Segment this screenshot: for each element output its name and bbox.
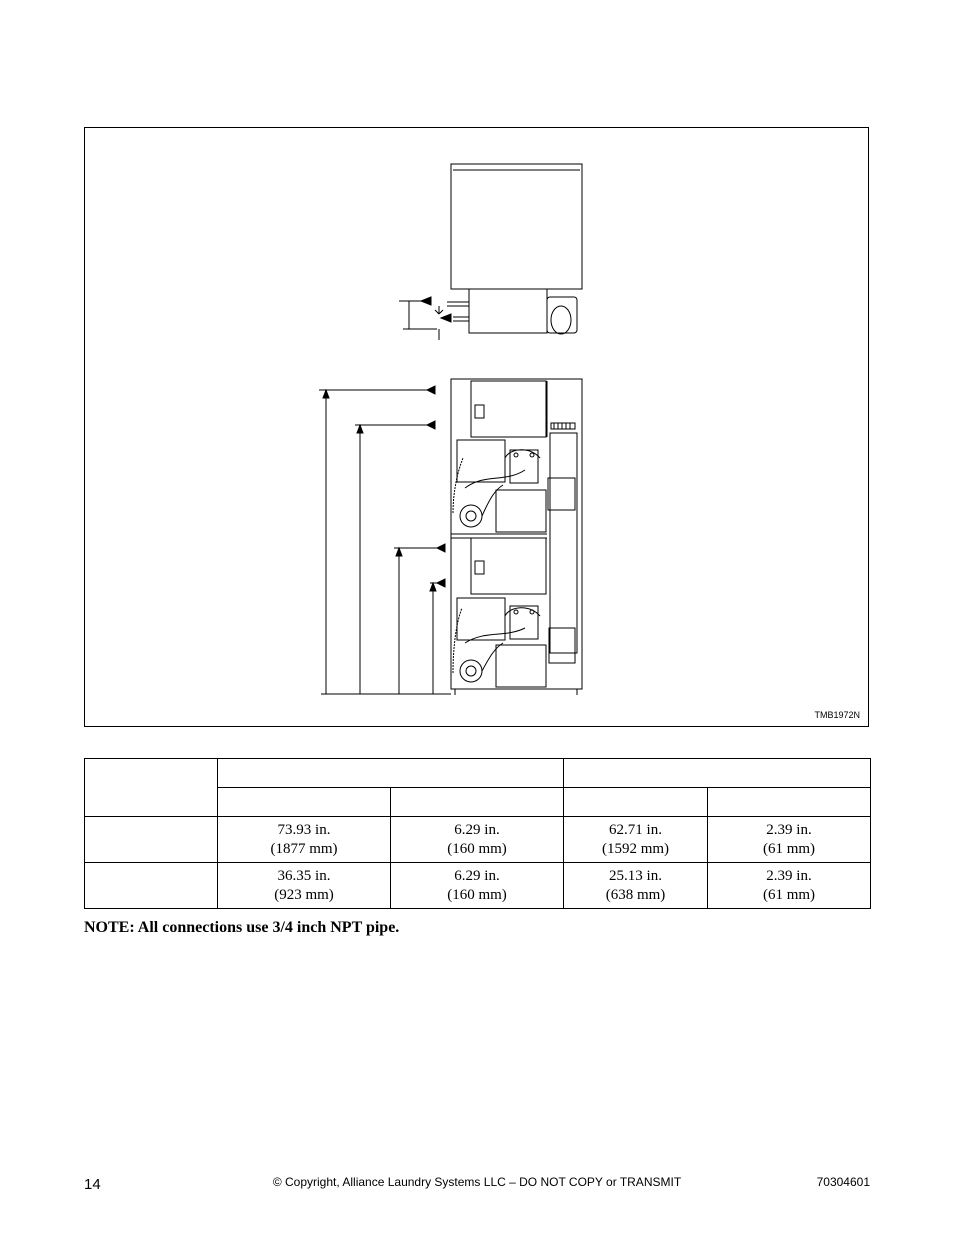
table-subheader-cell — [391, 788, 564, 817]
value-mm: (638 mm) — [605, 886, 666, 903]
top-view — [399, 164, 582, 340]
document-number: 70304601 — [816, 1175, 870, 1189]
table-cell — [391, 863, 564, 909]
dryer-dimension-diagram — [85, 128, 870, 728]
value-mm: (160 mm) — [447, 886, 507, 903]
table-subheader-cell — [564, 788, 708, 817]
table-cell — [708, 817, 871, 863]
figure-code: TMB1972N — [814, 710, 860, 720]
table-subheader-cell — [708, 788, 871, 817]
pipe-note: NOTE: All connections use 3/4 inch NPT pipe. — [84, 919, 400, 936]
table-cell — [564, 817, 708, 863]
value-mm: (61 mm) — [762, 886, 816, 903]
value-inches: 73.93 in. — [277, 821, 331, 838]
table-header-cell — [85, 759, 218, 817]
table-header-cell — [218, 759, 564, 788]
table-cell — [218, 863, 391, 909]
value-inches: 25.13 in. — [609, 867, 662, 884]
figure-frame — [84, 127, 869, 727]
value-inches: 2.39 in. — [766, 821, 812, 838]
table-row — [85, 817, 871, 863]
value-mm: (61 mm) — [762, 840, 816, 857]
page-footer — [84, 1174, 870, 1194]
copyright-notice: © Copyright, Alliance Laundry Systems LLC – DO NOT COPY or TRANSMIT — [272, 1175, 682, 1189]
front-view — [451, 379, 582, 695]
value-inches: 6.29 in. — [454, 867, 500, 884]
table-cell — [564, 863, 708, 909]
table-cell — [708, 863, 871, 909]
table-cell — [391, 817, 564, 863]
table-cell — [218, 817, 391, 863]
value-inches: 62.71 in. — [609, 821, 662, 838]
value-inches: 6.29 in. — [454, 821, 500, 838]
table-header-row — [85, 759, 871, 788]
value-mm: (1592 mm) — [601, 840, 670, 857]
value-mm: (923 mm) — [274, 886, 334, 903]
value-inches: 2.39 in. — [766, 867, 812, 884]
value-mm: (160 mm) — [447, 840, 507, 857]
table-row — [85, 863, 871, 909]
table-header-cell — [564, 759, 871, 788]
dimensions-table — [84, 758, 871, 909]
value-inches: 36.35 in. — [277, 867, 331, 884]
dimension-lines — [319, 386, 451, 694]
value-mm: (1877 mm) — [270, 840, 338, 857]
row-label-cell — [85, 863, 218, 909]
table-subheader-cell — [218, 788, 391, 817]
page-number: 14 — [84, 1176, 101, 1193]
row-label-cell — [85, 817, 218, 863]
